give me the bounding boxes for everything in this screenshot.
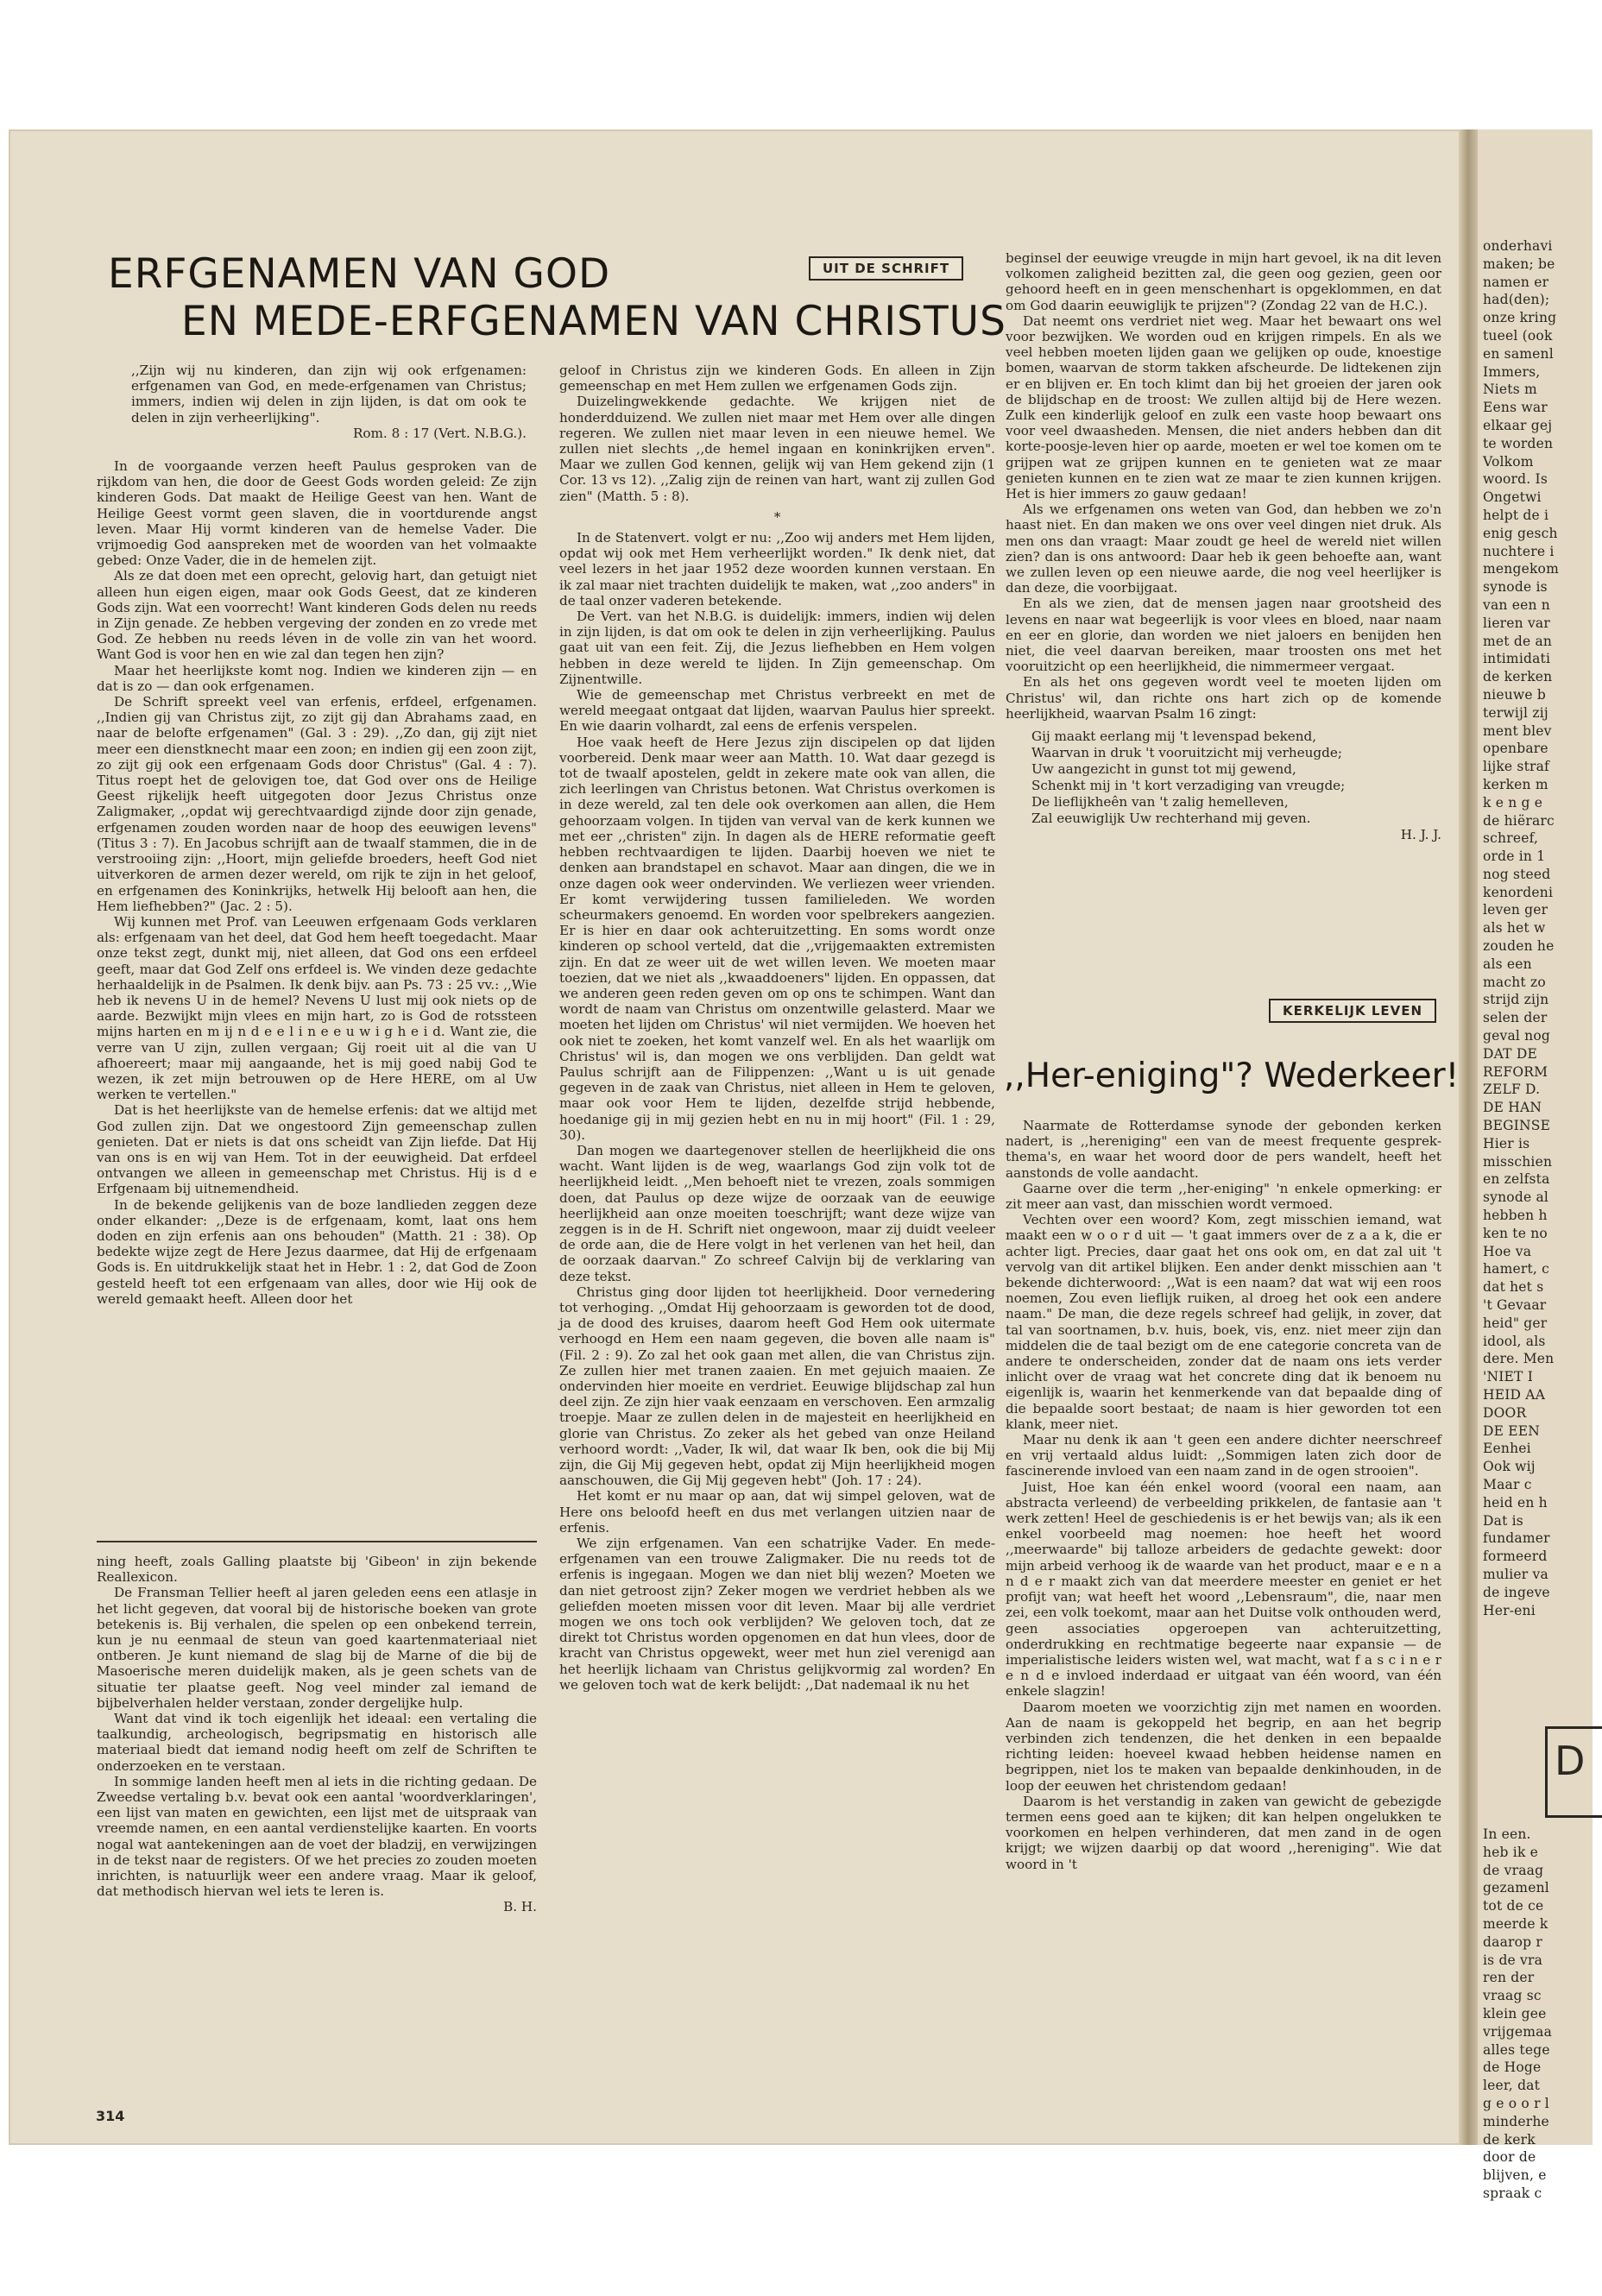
next-page-line: synode al	[1483, 1189, 1549, 1206]
column-3-article	[1006, 1118, 1441, 1872]
next-page-line: meerde k	[1483, 1915, 1548, 1932]
epigraph	[97, 363, 537, 441]
next-page-line: BEGINSE	[1483, 1118, 1551, 1134]
epigraph-ref: Rom. 8 : 17 (Vert. N.B.G.).	[352, 425, 527, 441]
next-page-line: DE HAN	[1483, 1100, 1542, 1116]
next-page-line: ment blev	[1483, 722, 1552, 739]
column-1	[97, 363, 537, 1307]
next-page-line: namen er	[1483, 274, 1549, 290]
next-page-line: kenordeni	[1483, 884, 1554, 900]
next-page-line: leer, dat	[1483, 2078, 1541, 2094]
next-page-line: geval nog	[1483, 1028, 1551, 1044]
paragraph: Maar het heerlijkste komt nog. Indien we kinderen zijn — en dat is zo — dan ook erfgenamen.	[97, 662, 537, 694]
next-page-line: 't Gevaar	[1483, 1297, 1547, 1314]
paragraph: Wie de gemeenschap met Christus verbreekt en met de wereld meegaat ontgaat dat lijden, waarvan Paulus hier spreekt. En wie daarin volhardt, zal eens de erfenis verspelen.	[559, 687, 995, 735]
next-page-line: en samenl	[1483, 345, 1554, 362]
next-page-line: In een.	[1483, 1826, 1531, 1842]
next-page-line: strijd zijn	[1483, 992, 1549, 1008]
rubric-uit-de-schrift: UIT DE SCHRIFT	[809, 256, 963, 281]
paragraph: De Schrift spreekt veel van erfenis, erfdeel, erfgenamen. ,,Indien gij van Christus zijt, zo zijt gij dan Abrahams zaad, en naar de belofte erfgenamen" (Gal. 3 : 29). ,,Zo dan, gij zijt niet meer een dienstknecht maar een zoon; en indien gij een zoon zijt, zo zijt gij ook een erfgenaam Gods door Christus" (Gal. 4 : 7). Titus roept het de gelovigen toe, dat God over ons de Heilige Geest rijkelijk heeft uitgegoten door Jezus Christus onze Zaligmaker, ,,opdat wij gerechtvaardigd zijnde door zijn genade, erfgenamen zouden worden naar de hoop des eeuwigen levens" (Titus 3 : 7). En Jacobus schrijft aan de twaalf stammen, die in de verstrooiing zijn: ,,Hoort, mijn geliefde broeders, heeft God niet uitverkoren de armen dezer wereld, om rijk te zijn in het geloof, en erfgenamen des Koninkrijks, hetwelk Hij belooft aan hen, die Hem liefhebben?" (Jac. 2 : 5).	[97, 694, 537, 914]
next-page-line: heid" ger	[1483, 1315, 1548, 1331]
paragraph: Hoe vaak heeft de Here Jezus zijn discipelen op dat lijden voorbereid. Denk maar weer aan Matth. 10. Wat daar gezegd is tot de twaalf apostelen, geldt in zekere mate ook van allen, die zich leerlingen van Christus betonen. Wat Christus overkomen is in deze wereld, zal ten dele ook overkomen aan allen, die Hem gehoorzaam volgen. In tijden van verval van de kerk kunnen we met eer ,,christen" zijn. In dagen als de HERE reformatie geeft hebben rechtvaardigen te lijden. Daarbij hoeven we niet te denken aan brandstapel en schavot. Maar aan dingen, die we in onze dagen ook weer ondervinden. We verliezen weer vrienden. Er komt verwijdering tussen familieleden. We worden scheurmakers genoemd. En worden voor spelbrekers aangezien. Er is hier en daar ook achteruitzetting. En soms wordt onze kinderen op school verteld, dat die ,,vrijgemaakten extremisten zijn. En dat ze weer uit de wet willen leven. We moeten maar toezien, dat we niet als ,,kwaaddoeners" lijden. En oppassen, dat we anderen geen reden geven om op ons te schimpen. Want dan wordt de naam van Christus om onzentwille gelasterd. Maar we moeten het lijden om Christus' wil niet vermijden. We hoeven het ook niet te zoeken, het komt vanzelf wel. En als het waarlijk om Christus' wil is, dan mogen we ons verblijden. Dan geldt wat Paulus schrijft aan de Filippenzen: ,,Want u is uit genade gegeven in de zaak van Christus, niet alleen in Hem te geloven, maar ook voor Hem te lijden, dezelfde strijd hebbende, hoedanige gij in mij gezien hebt en nu in mij hoort" (Fil. 1 : 29, 30).	[559, 734, 995, 1143]
next-page-line: tueel (ook	[1483, 327, 1553, 344]
psalm-verse: Gij maakt eerlang mij 't levenspad bekend, Waarvan in druk 't vooruitzicht mij verheugde; Uw aangezicht in gunst tot mij gewend, Schenkt mij in 't kort verzadiging van vreugde; De lieflijkheên van 't zalig hemelleven, Zal eeuwiglijk Uw rechterhand mij geven.	[1031, 729, 1346, 827]
next-page-line: ren der	[1483, 1970, 1535, 1986]
paragraph: De Vert. van het N.B.G. is duidelijk: immers, indien wij delen in zijn lijden, is dat om ook te delen in zijn verheerlijking. Paulus gaat uit van een feit. Zij, die Jezus liefhebben en Hem volgen hebben in deze wereld te lijden. In Zijn gemeenschap. Om Zijnentwille.	[559, 609, 995, 687]
next-page-line: daarop r	[1483, 1933, 1543, 1950]
paragraph: Duizelingwekkende gedachte. We krijgen niet de honderdduizend. We zullen niet maar met Hem over alle dingen regeren. We zullen niet maar leven in een nieuwe hemel. We zullen niet slechts ,,de hemel ingaan en koninkrijken erven". Maar we zullen God kennen, gelijk wij van Hem gekend zijn (1 Cor. 13 vs 12). ,,Zalig zijn de reinen van hart, want zij zullen God zien" (Matth. 5 : 8).	[559, 394, 995, 504]
next-page-fragment	[1478, 129, 1593, 2201]
paragraph: Daarom is het verstandig in zaken van gewicht de gebezigde termen eens goed aan te kijken; dit kan helpen ongelukken te voorkomen en helpen verhinderen, dat men zand in de ogen krijgt; we wijzen daarbij op dat woord ,,hereniging". Wie dat woord in 't	[1006, 1793, 1441, 1872]
next-page-line: door de	[1483, 2149, 1536, 2166]
next-page-line: intimidati	[1483, 651, 1551, 667]
next-page-line: zouden he	[1483, 938, 1555, 955]
paragraph: Als ze dat doen met een oprecht, gelovig hart, dan getuigt niet alleen hun eigen eigen, maar ook Gods Geest, dat ze kinderen Gods zijn. Wat een voorrecht! Want kinderen Gods delen nu reeds in Zijn genade. Ze hebben vergeving der zonden en zo vrede met God. Ze hebben nu reeds léven in de volle zin van het woord. Want God is voor hen en wie zal dan tegen hen zijn?	[97, 568, 537, 663]
next-page-column-top	[1483, 237, 1559, 1619]
next-page-line: als het w	[1483, 920, 1546, 937]
next-page-line: Hier is	[1483, 1135, 1530, 1151]
section-separator: *	[773, 508, 781, 525]
paragraph: Dat neemt ons verdriet niet weg. Maar het bewaart ons wel voor bezwijken. We worden oud en krijgen rimpels. En als we veel hebben moeten lijden gaan we gelijken op oude, knoestige bomen, waarvan de storm takken afscheurde. De lidtekenen zijn er en blijven er. En toch klimt dan bij het groeien der jaren ook de blijdschap en de troost: We zullen altijd bij de Here wezen. Zulk een kinderlijk geloof en zulk een vaste hoop bewaart ons voor veel dwaasheden. Mensen, die niet anders hebben dan dit korte-poosje-leven hier op aarde, moeten er wel toe komen om te grijpen wat ze grijpen kunnen en te genieten wat ze maar genieten kunnen en te zien wat ze maar te zien kunnen krijgen. Het is hier immers zo gauw gedaan!	[1006, 312, 1441, 502]
next-page-line: synode is	[1483, 579, 1548, 596]
next-page-line: kerken m	[1483, 776, 1548, 792]
next-page-line: maken; be	[1483, 255, 1555, 272]
signature: H. J. J.	[1400, 827, 1441, 843]
next-page-line: dere. Men	[1483, 1351, 1555, 1367]
next-page-line: gezamenl	[1483, 1880, 1549, 1896]
paragraph: In de bekende gelijkenis van de boze landlieden zeggen deze onder elkander: ,,Deze is de erfgenaam, komt, laat ons hem doden en zijn erfenis aan ons behouden" (Matth. 21 : 38). Op bedekte wijze zegt de Here Jezus daarmee, dat Hij de erfgenaam Gods is. En uitdrukkelijk staat het in Hebr. 1 : 2, dat God de Zoon gesteld heeft tot een erfgenaam van alles, door wie Hij ook de wereld gemaakt heeft. Alleen door het	[97, 1196, 537, 1307]
paragraph: In de Statenvert. volgt er nu: ,,Zoo wij anders met Hem lijden, opdat wij ook met Hem verheerlijkt worden." Ik denk niet, dat veel lezers in het jaar 1952 deze woorden kunnen verstaan. En ik zal maar niet trachten duidelijk te maken, wat ,,zoo anders" in de taal onzer vaderen betekende.	[559, 530, 995, 609]
page-number: 314	[96, 2108, 125, 2124]
next-page-line: Immers,	[1483, 363, 1541, 380]
next-page-line: mulier va	[1483, 1566, 1548, 1582]
next-page-line: Volkom	[1483, 453, 1534, 470]
paragraph: Maar nu denk ik aan 't geen een andere dichter neerschreef en vrij vertaald aldus luidt: ,,Sommigen laten zich door de fascinerende invloed van een naam zand in de ogen strooien".	[1006, 1432, 1441, 1479]
next-page-line: de kerken	[1483, 669, 1553, 685]
paragraph: Daarom moeten we voorzichtig zijn met namen en woorden. Aan de naam is gekoppeld het begrip, en aan het begrip verbinden zich tendenzen, die het denken in een bepaalde richting leiden: hoeveel kwaad hebben heidense namen en begrippen, niet los te maken van bepaalde denkinhouden, in de loop der eeuwen het christendom gedaan!	[1006, 1699, 1441, 1794]
next-page-line: REFORM	[1483, 1063, 1548, 1080]
article-title-line1: ERFGENAMEN VAN GOD	[108, 250, 611, 298]
next-page-line: dat het s	[1483, 1279, 1544, 1296]
next-page-line: macht zo	[1483, 974, 1546, 990]
next-page-line: en zelfsta	[1483, 1171, 1550, 1188]
next-page-line: hebben h	[1483, 1208, 1548, 1224]
next-page-line: heid en h	[1483, 1494, 1548, 1511]
next-page-line: de kerk	[1483, 2131, 1536, 2148]
next-page-line: helpt de i	[1483, 507, 1549, 523]
paragraph: In sommige landen heeft men al iets in die richting gedaan. De Zweedse vertaling b.v. bevat ook een aantal 'woordverklaringen', een lijst van maten en gewichten, een lijst met de uitspraak van vreemde namen, en een aantal verdienstelijke kaarten. En voorts nogal wat aantekeningen aan de voet der bladzij, en verwijzingen in de tekst naar de registers. Of we het precies zo zouden moeten inrichten, is natuurlijk weer een andere vraag. Maar ik geloof, dat methodisch hiervan wel iets te leren is.	[97, 1773, 537, 1900]
next-page-line: Eenhei	[1483, 1441, 1531, 1457]
next-page-line: Dat is	[1483, 1512, 1523, 1529]
next-page-line: Eens war	[1483, 400, 1548, 416]
next-page-line: Ook wij	[1483, 1459, 1536, 1475]
next-page-line: onze kring	[1483, 310, 1557, 326]
paragraph: ning heeft, zoals Galling plaatste bij 'Gibeon' in zijn bekende Reallexicon.	[97, 1554, 537, 1586]
column-2	[559, 363, 995, 1693]
paragraph: Christus ging door lijden tot heerlijkheid. Door vernedering tot verhoging. ,,Omdat Hij gehoorzaam is geworden tot de dood, ja de dood des kruises, daarom heeft God Hem ook uitermate verhoogd en Hem een naam gegeven, die boven alle naam is" (Fil. 2 : 9). Zo zal het ook gaan met allen, die van Christus zijn. Ze zullen hier met tranen zaaien. En met gejuich maaien. Ze ondervinden hier moeite en verdriet. Eeuwige blijdschap zal hun deel zijn. Ze zijn hier vaak eenzaam en verschoven. Een armzalig troepje. Maar ze zullen delen in de majesteit en heerlijkheid en glorie van Christus. Zo zeker als het gebed van onze Heiland verhoord wordt: ,,Vader, Ik wil, dat waar Ik ben, ook die bij Mij zijn, die Gij Mij gegeven hebt, opdat zij Mijn heerlijkheid mogen aanschouwen, die Gij Mij gegeven hebt" (Joh. 17 : 24).	[559, 1284, 995, 1489]
next-page-line: elkaar gej	[1483, 417, 1553, 433]
next-page-line: lieren var	[1483, 615, 1550, 631]
next-page-line: k e n g e	[1483, 794, 1543, 811]
next-page-line: enig gesch	[1483, 525, 1558, 541]
paragraph: Dat is het heerlijkste van de hemelse erfenis: dat we altijd met God zullen zijn. Dat we ongestoord Zijn gemeenschap zullen genieten. Dat er niets is dat ons scheidt van Zijn liefde. Dat Hij van ons is en wij van Hem. Tot in der eeuwigheid. Dat erfdeel ontvangen we alleen in gemeenschap met Christus. Hij is d e Erfgenaam bij uitnemendheid.	[97, 1102, 537, 1197]
paragraph: beginsel der eeuwige vreugde in mijn hart gevoel, ik na dit leven volkomen zaligheid bezitten zal, die geen oog gezien, geen oor gehoord heeft en in geen menschenhart is opgeklommen, en dat om God daarin eeuwiglijk te prijzen"? (Zondag 22 van de H.C.).	[1006, 250, 1441, 313]
paragraph: Want dat vind ik toch eigenlijk het ideaal: een vertaling die taalkundig, archeologisch, begripsmatig en historisch alle materiaal biedt dat iemand nodig heeft om zelf de Schriften te onderzoeken en te verstaan.	[97, 1711, 537, 1774]
paragraph: De Fransman Tellier heeft al jaren geleden eens een atlasje in het licht gegeven, dat vooral bij de historische boeken van grote betekenis is. Bij verhalen, die spelen op een onbekend terrein, kun je nu eenmaal de steun van goed kaartenmateriaal niet ontberen. Je kunt niemand de slag bij de Marne of die bij de Masoerische meren duidelijk maken, als je geen schets van de situatie ter plaatse geeft. Nog veel minder zal iemand de bijbelverhalen helder verstaan, zonder dergelijke hulp.	[97, 1585, 537, 1711]
next-page-line: orde in 1	[1483, 848, 1546, 865]
article-title-line2: EN MEDE-ERFGENAMEN VAN CHRISTUS	[181, 298, 1006, 345]
next-page-line: ZELF D.	[1483, 1082, 1541, 1098]
next-page-line: de hiërarc	[1483, 812, 1555, 829]
next-page-line: openbare	[1483, 741, 1548, 757]
next-page-line: de vraag	[1483, 1862, 1544, 1878]
paragraph: Vechten over een woord? Kom, zegt misschien iemand, wat maakt een w o o r d uit — 't gaat immers over de z a a k, die er achter ligt. Precies, daar gaat het ons ook om, en dat zal uit 't vervolg van dit artikel blijken. Een ander denkt misschien aan 't bekende dichterwoord: ,,Wat is een naam? dat wat wij een roos noemen, Zou even lieflijk ruiken, al droeg het ook een andere naam." De man, die deze regels schreef had gelijk, in zover, dat tal van soortnamen, b.v. huis, boek, vis, enz. niet meer zijn dan middelen die de taal bezigt om de ene categorie concreta van de andere te onderscheiden, zonder dat de naam ons iets verder inlicht over de vraag wat het concrete ding dat ik benoem nu eigenlijk is, waarin het kenmerkende van dat bepaalde ding of die bepaalde soort bestaat; de naam is hier geworden tot een klank, meer niet.	[1006, 1212, 1441, 1432]
next-page-line: minderhe	[1483, 2113, 1549, 2129]
article-headline: ,,Her-eniging"? Wederkeer!	[1004, 1057, 1460, 1095]
next-page-line: mengekom	[1483, 561, 1559, 577]
next-page-line: Ongetwi	[1483, 489, 1542, 506]
next-page-line: Her-eni	[1483, 1602, 1536, 1618]
next-page-line: met de an	[1483, 633, 1553, 649]
next-page-line: had(den);	[1483, 292, 1550, 308]
next-page-line: ken te no	[1483, 1225, 1548, 1241]
next-page-line: van een n	[1483, 596, 1550, 613]
next-page-line: onderhavi	[1483, 238, 1553, 254]
next-page-line: nog steed	[1483, 866, 1551, 882]
next-page-line: vrijgemaa	[1483, 2023, 1553, 2040]
next-page-line: lijke straf	[1483, 759, 1549, 775]
epigraph-text: ,,Zijn wij nu kinderen, dan zijn wij ook erfgenamen: erfgenamen van God, en mede-erfgenamen van Christus; immers, indien wij delen in zijn lijden, is dat om ook te delen in zijn verheerlijking".	[131, 363, 527, 426]
next-page-line: vraag sc	[1483, 1988, 1542, 2004]
next-page-line: fundamer	[1483, 1530, 1550, 1547]
next-page-column-bottom	[1483, 1826, 1552, 2203]
next-page-line: nieuwe b	[1483, 686, 1546, 703]
paragraph: Naarmate de Rotterdamse synode der gebonden kerken nadert, is ,,hereniging" een van de meest frequente gesprek-thema's, en waar het woord door de pers wandelt, heeft het aanstonds de volle aandacht.	[1006, 1118, 1441, 1181]
column-3	[1006, 250, 1441, 842]
signature: B. H.	[503, 1899, 537, 1915]
paragraph: geloof in Christus zijn we kinderen Gods. En alleen in Zijn gemeenschap en met Hem zullen we erfgenamen Gods zijn.	[559, 363, 995, 394]
next-page-line: heb ik e	[1483, 1844, 1539, 1860]
next-page-line: Niets m	[1483, 382, 1537, 398]
paragraph: We zijn erfgenamen. Van een schatrijke Vader. En mede-erfgenamen van een trouwe Zaligmaker. Die nu reeds tot de erfenis is ingegaan. Mogen we dan niet blij wezen? Moeten we dan niet getroost zijn? Zeker mogen we verdriet hebben als we geliefden moeten missen voor dit leven. Maar bij alle verdriet mogen we ons toch ook verblijden? We geloven toch, dat ze direkt tot Christus worden opgenomen en dat hun vlees, door de kracht van Christus opgewekt, weer met hun ziel verenigd aan het heerlijk lichaam van Christus gelijkvormig zal worden? En we geloven toch wat de kerk belijdt: ,,Dat nademaal ik nu het	[559, 1536, 995, 1693]
next-page-line: leven ger	[1483, 902, 1548, 918]
next-page-line: 'NIET I	[1483, 1369, 1534, 1385]
next-page-line: alles tege	[1483, 2041, 1550, 2058]
page-gutter	[1459, 129, 1478, 2145]
next-page-line: woord. Is	[1483, 471, 1548, 488]
next-page-line: te worden	[1483, 435, 1554, 451]
next-page-line: Hoe va	[1483, 1243, 1532, 1259]
next-page-line: idool, als	[1483, 1333, 1546, 1349]
paragraph: Wij kunnen met Prof. van Leeuwen erfgenaam Gods verklaren als: erfgenaam van het deel, dat God hem heeft toegedacht. Maar onze tekst zegt, dunkt mij, niet alleen, dat God ons een erfdeel geeft, maar dat God Zelf ons erfdeel is. We vinden deze gedachte herhaaldelijk in de Psalmen. Ik denk bijv. aan Ps. 73 : 25 vv.: ,,Wie heb ik nevens U in de hemel? Nevens U lust mij ook niets op de aarde. Bezwijkt mijn vlees en mijn hart, zo is God de rotssteen mijns harten en m ij n d e e l i n e e u w i g h e i d. Want zie, die verre van U zijn, zullen vergaan; Gij roeit uit al die van U afhoereert; maar mij aangaande, het is mij goed nabij God te wezen, ik zet mijn betrouwen op de Here HERE, om al Uw werken te vertellen."	[97, 913, 537, 1103]
next-page-line: tot de ce	[1483, 1898, 1544, 1914]
next-page-line: DAT DE	[1483, 1045, 1537, 1062]
next-page-line: selen der	[1483, 1010, 1548, 1026]
next-page-line: de ingeve	[1483, 1584, 1550, 1600]
paragraph: In de voorgaande verzen heeft Paulus gesproken van de rijkdom van hen, die door de Geest Gods worden geleid: Ze zijn kinderen Gods. Dat maakt de Heilige Geest van hen. Want de Heilige Geest vormt geen slaven, die in voortdurende angst leven. Maar Hij vormt kinderen van de hemelse Vader. Die vrijmoedig God aanspreken met de woorden van het volmaakte gebed: Onze Vader, die in de hemelen zijt.	[97, 458, 537, 569]
next-page-line: DE EEN	[1483, 1422, 1541, 1439]
next-page-line: DOOR	[1483, 1404, 1527, 1421]
paragraph: En als we zien, dat de mensen jagen naar grootsheid des levens en naar wat begeerlijk is voor vlees en bloed, naar naam en eer en glorie, dan worden we niet jaloers en benijden hen niet, die veel daarvan bereiken, maar troosten ons met het vooruitzicht op een heerlijkheid, die nimmermeer vergaat.	[1006, 596, 1441, 675]
next-page-line: g e o o r l	[1483, 2095, 1549, 2111]
paragraph: En als het ons gegeven wordt veel te moeten lijden om Christus' wil, dan richte ons hart zich op de komende heerlijkheid, waarvan Psalm 16 zingt:	[1006, 674, 1441, 722]
next-page-line: als een	[1483, 956, 1532, 972]
next-page-line: Maar c	[1483, 1476, 1532, 1492]
next-page-line: misschien	[1483, 1153, 1553, 1170]
rubric-kerkelijk-leven: KERKELIJK LEVEN	[1269, 999, 1436, 1023]
paragraph: Gaarne over die term ,,her-eniging" 'n enkele opmerking: er zit meer aan vast, dan misschien wordt vermoed.	[1006, 1180, 1441, 1213]
next-page-line: formeerd	[1483, 1549, 1548, 1565]
column-rule	[97, 1541, 537, 1542]
next-page-line: klein gee	[1483, 2005, 1547, 2022]
paragraph: Juist, Hoe kan één enkel woord (vooral een naam, aan abstracta verleend) de verbeelding prikkelen, de fantasie aan 't werk zetten! Heel de geschiedenis is er het bewijs van; als ik een enkel voorbeeld mag noemen: hoe heeft het woord ,,meerwaarde" bij talloze arbeiders de gedachte gewekt: door mijn arbeid verhoog ik de waarde van het product, maar e e n a n d e r maakt zich van dat meerdere meester en geniet er het profijt van; wat heeft het woord ,,Lebensraum", die, naar men zei, een volk toekomt, maar aan het Duitse volk onthouden werd, geen associaties opgeroepen van achteruitzetting, onderdrukking en rechtmatige begeerte naar expansie — de imperialistische leiders wisten wel, wat macht, wat f a s c i n e r e n d e invloed inderdaad er uitgaat van één woord, van één enkele slagzin!	[1006, 1479, 1441, 1700]
paragraph: Als we erfgenamen ons weten van God, dan hebben we zo'n haast niet. En dan maken we ons over veel dingen niet druk. Als men ons dan vraagt: Maar zoudt ge heel de wereld niet willen zien? dan is ons antwoord: Daar heb ik geen behoefte aan, want we zullen leven op een nieuwe aarde, die nog veel heerlijker is dan deze, die voorbijgaat.	[1006, 501, 1441, 596]
next-page-line: nuchtere i	[1483, 543, 1555, 559]
paragraph: Het komt er nu maar op aan, dat wij simpel geloven, wat de Here ons beloofd heeft en dus met verlangen uitzien naar de erfenis.	[559, 1488, 995, 1536]
next-page-line: HEID AA	[1483, 1387, 1546, 1403]
next-page-line: de Hoge	[1483, 2059, 1542, 2076]
next-page-line: blijven, e	[1483, 2167, 1547, 2184]
paragraph: Dan mogen we daartegenover stellen de heerlijkheid die ons wacht. Want lijden is de weg, waarlangs God zijn volk tot de heerlijkheid leidt. ,,Men behoeft niet te vrezen, zoals sommigen doen, dat Paulus op deze wijze de oorzaak van de eeuwige heerlijkheid aan onze moeiten toeschrijft; want deze wijze van zeggen is in de H. Schrift niet ongewoon, maar zij duidt veeleer de orde aan, die de Here volgt in het verlenen van het heil, dan de oorzaak daarvan." Zo schreef Calvijn bij de verklaring van deze tekst.	[559, 1142, 995, 1284]
next-page-line: is de vra	[1483, 1952, 1543, 1968]
next-page-line: schreef,	[1483, 830, 1539, 847]
next-page-line: terwijl zij	[1483, 704, 1548, 721]
next-page-line: spraak c	[1483, 2185, 1542, 2201]
column-1-bottom	[97, 1554, 537, 1915]
next-page-line: hamert, c	[1483, 1261, 1550, 1277]
drop-cap-box: D	[1545, 1726, 1602, 1818]
